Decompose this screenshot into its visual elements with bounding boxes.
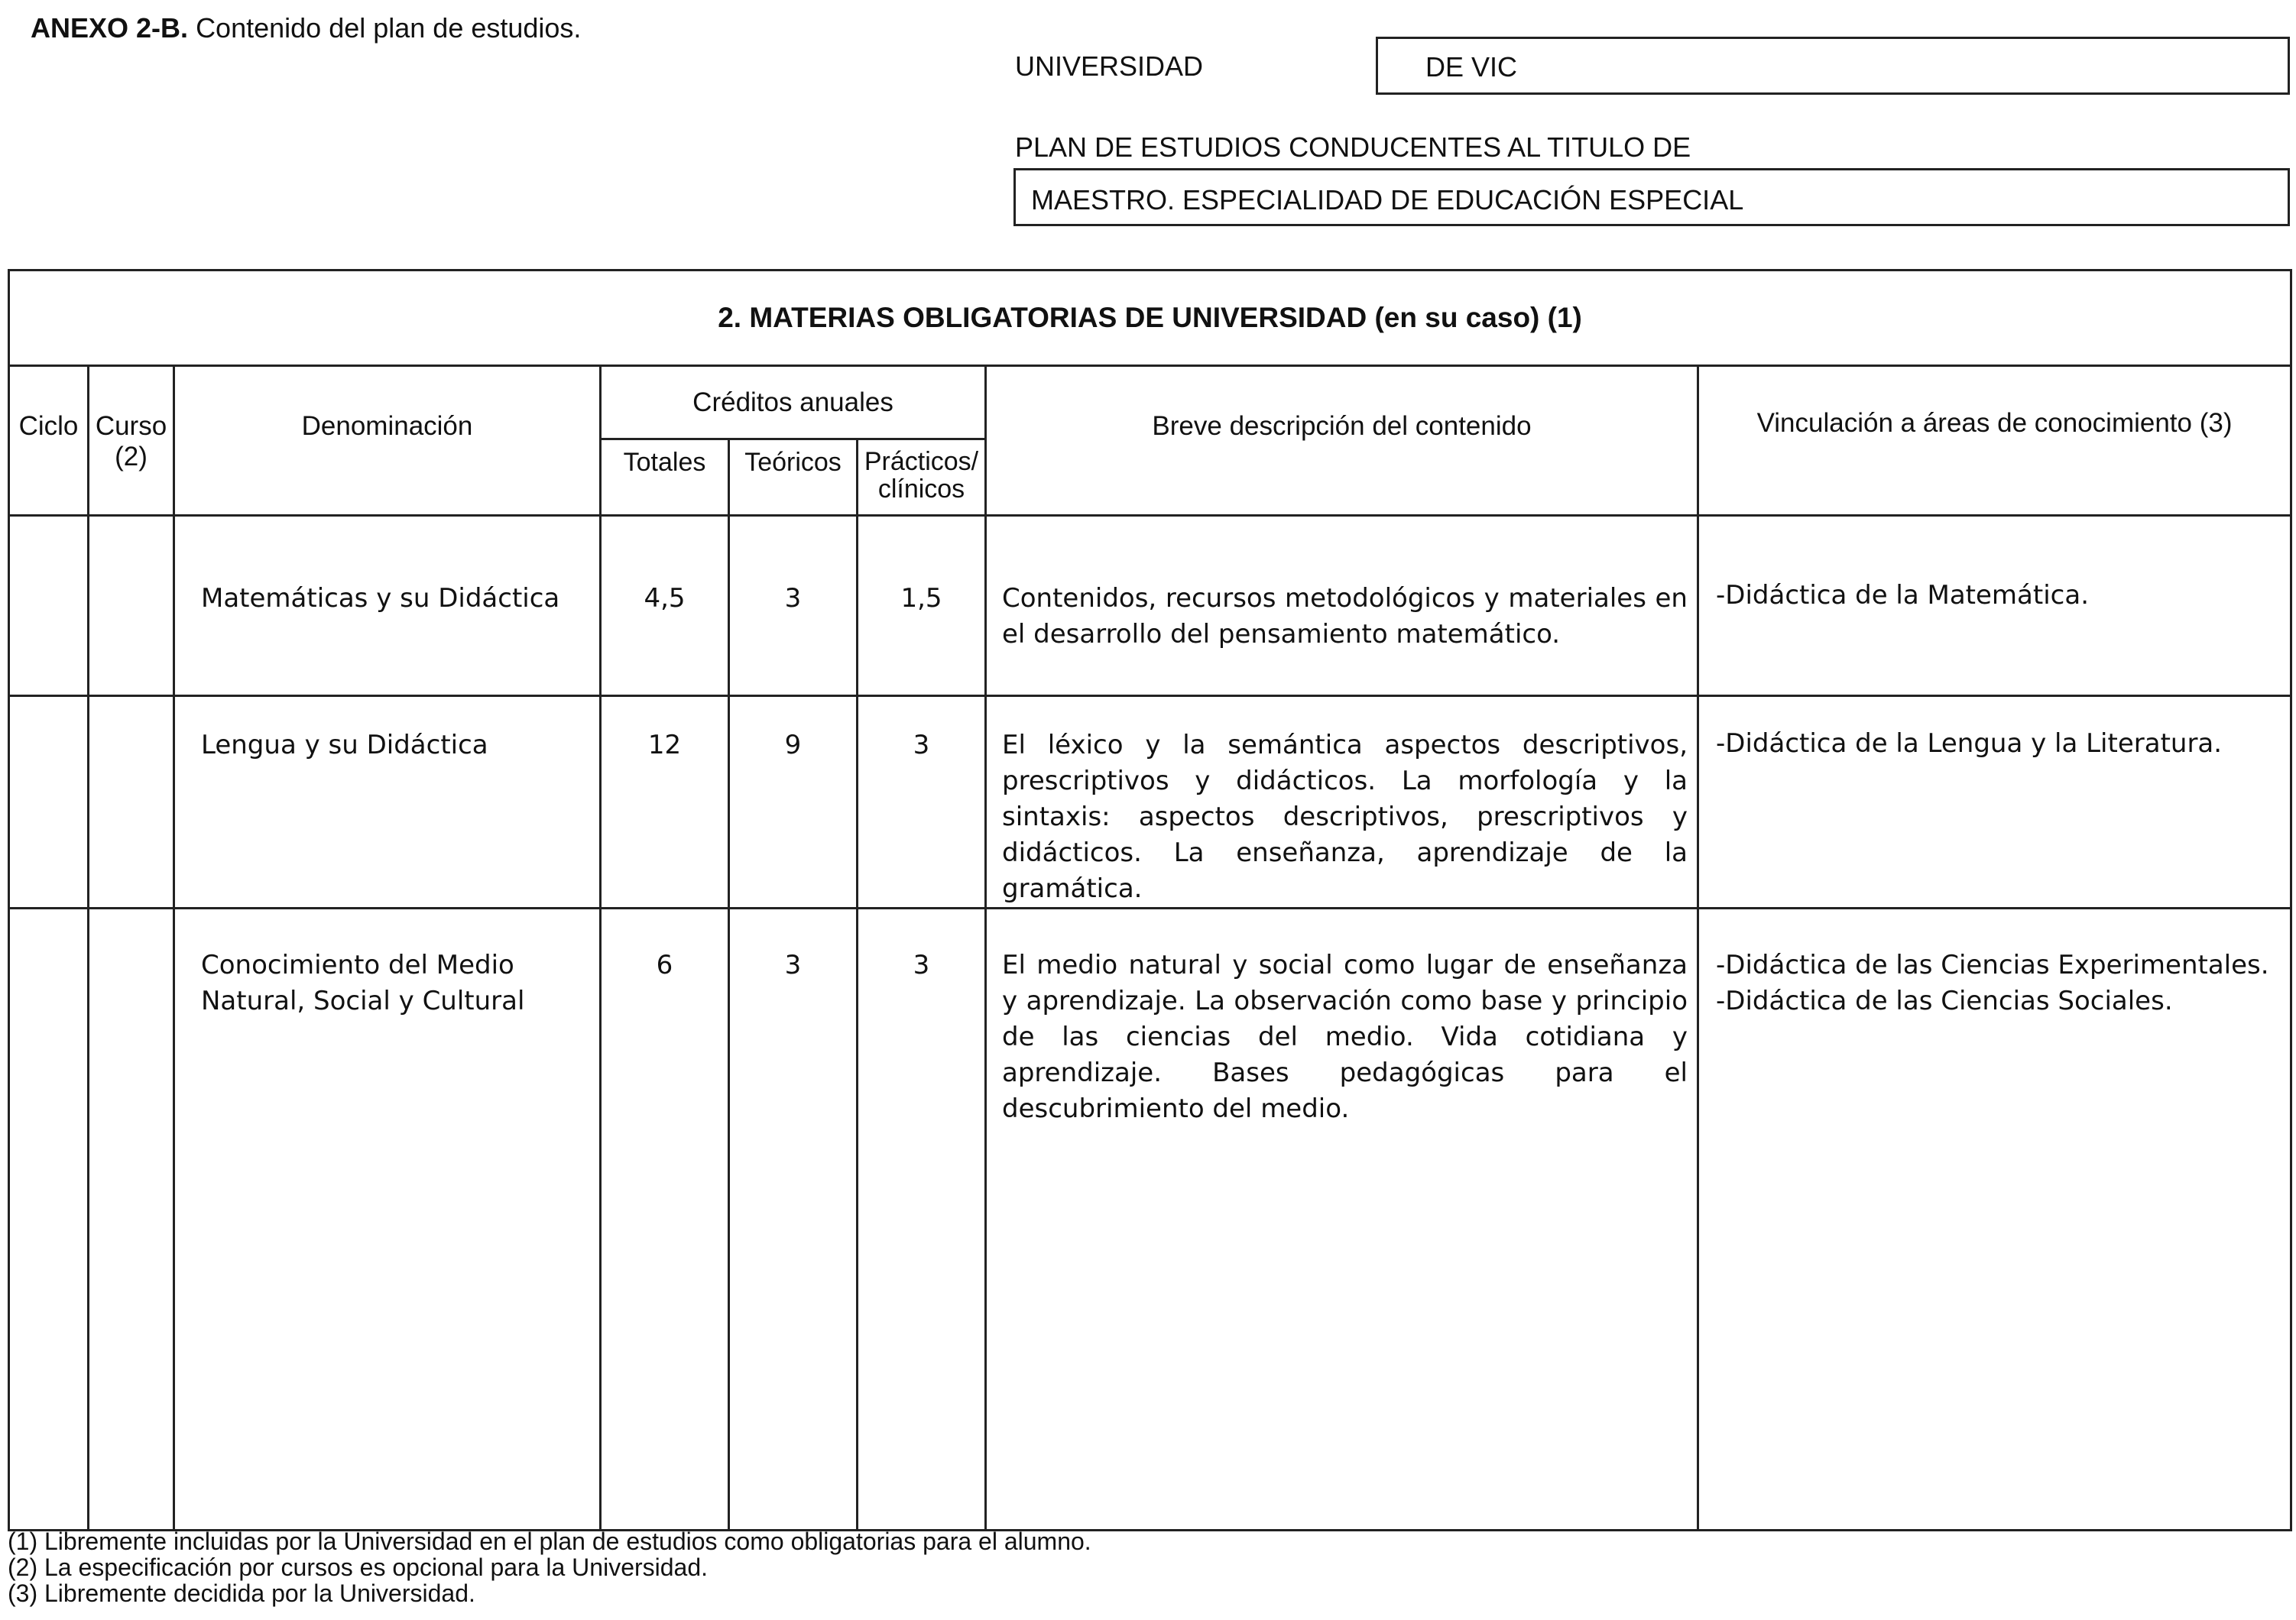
cell-teoricos: 3 xyxy=(729,909,858,1531)
cell-vinculacion xyxy=(1698,909,2291,1531)
table-row xyxy=(9,909,2291,1531)
header-creditos: Créditos anuales xyxy=(601,366,986,439)
header-teoricos: Teóricos xyxy=(729,439,858,516)
cell-ciclo xyxy=(9,696,89,909)
cell-denominacion-line1: Conocimiento del Medio xyxy=(201,950,514,980)
cell-denominacion-line2: Natural, Social y Cultural xyxy=(201,986,525,1016)
header-practicos xyxy=(858,439,986,516)
plan-value: MAESTRO. ESPECIALIDAD DE EDUCACIÓN ESPECIAL xyxy=(1031,184,1744,215)
annex-label: ANEXO 2-B. xyxy=(31,12,189,44)
cell-vinculacion: -Didáctica de la Matemática. xyxy=(1698,516,2291,696)
cell-denominacion: Matemáticas y su Didáctica xyxy=(174,516,601,696)
cell-descripcion: El léxico y la semántica aspectos descriptivos, prescriptivos y didácticos. La morfología y la sintaxis: aspectos descriptivos, prescriptivos y didácticos. La enseñanza, aprendizaje de la gramática. xyxy=(986,696,1698,909)
header-curso-label: Curso xyxy=(95,411,167,441)
table-row xyxy=(9,696,2291,909)
annex-text: Contenido del plan de estudios. xyxy=(196,12,582,44)
cell-totales: 12 xyxy=(601,696,729,909)
cell-denominacion: Lengua y su Didáctica xyxy=(174,696,601,909)
subjects-table xyxy=(8,269,2292,1531)
cell-totales: 6 xyxy=(601,909,729,1531)
cell-vinculacion-line1: -Didáctica de las Ciencias Experimentales. xyxy=(1716,950,2269,980)
cell-teoricos: 9 xyxy=(729,696,858,909)
cell-curso xyxy=(89,696,174,909)
cell-descripcion: Contenidos, recursos metodológicos y materiales en el desarrollo del pensamiento matemático. xyxy=(986,516,1698,696)
header-vinculacion-label: Vinculación a áreas de conocimiento (3) xyxy=(1756,408,2233,438)
section-title: 2. MATERIAS OBLIGATORIAS DE UNIVERSIDAD (en su caso) (1) xyxy=(9,271,2291,366)
annex-heading xyxy=(31,12,581,44)
header-vinculacion xyxy=(1698,366,2291,516)
footnotes xyxy=(8,1528,1091,1606)
cell-vinculacion: -Didáctica de la Lengua y la Literatura. xyxy=(1698,696,2291,909)
cell-teoricos: 3 xyxy=(729,516,858,696)
header-denominacion xyxy=(174,366,601,516)
footnote-3: (3) Libremente decidida por la Universidad. xyxy=(8,1580,475,1607)
university-field xyxy=(1376,37,2290,95)
cell-totales: 4,5 xyxy=(601,516,729,696)
table-row xyxy=(9,516,2291,696)
cell-curso xyxy=(89,909,174,1531)
cell-denominacion xyxy=(174,909,601,1531)
university-value: DE VIC xyxy=(1425,51,1518,83)
cell-descripcion: El medio natural y social como lugar de enseñanza y aprendizaje. La observación como base y principio de las ciencias del medio. Vida cotidiana y aprendizaje. Bases pedagógicas para el descubrimiento del medio. xyxy=(986,909,1698,1531)
footnote-1: (1) Libremente incluidas por la Universidad en el plan de estudios como obligatorias para el alumno. xyxy=(8,1528,1091,1555)
header-denominacion-label: Denominación xyxy=(301,411,473,441)
header-practicos-line2: clínicos xyxy=(877,475,965,504)
cell-vinculacion-line2: -Didáctica de las Ciencias Sociales. xyxy=(1716,986,2173,1016)
cell-practicos: 3 xyxy=(858,696,986,909)
cell-ciclo xyxy=(9,909,89,1531)
header-curso-note: (2) xyxy=(115,442,148,471)
cell-curso xyxy=(89,516,174,696)
header-totales: Totales xyxy=(601,439,729,516)
header-ciclo-label: Ciclo xyxy=(18,411,79,441)
header-curso xyxy=(89,366,174,516)
cell-practicos: 3 xyxy=(858,909,986,1531)
cell-ciclo xyxy=(9,516,89,696)
university-label: UNIVERSIDAD xyxy=(1015,50,1204,82)
header-descripcion xyxy=(986,366,1698,516)
plan-label: PLAN DE ESTUDIOS CONDUCENTES AL TITULO DE xyxy=(1015,131,1691,163)
cell-practicos: 1,5 xyxy=(858,516,986,696)
header-practicos-line1: Prácticos/ xyxy=(864,447,979,476)
footnote-2: (2) La especificación por cursos es opcional para la Universidad. xyxy=(8,1554,709,1581)
header-descripcion-label: Breve descripción del contenido xyxy=(1152,411,1532,441)
plan-field xyxy=(1013,168,2290,226)
header-ciclo xyxy=(9,366,89,516)
